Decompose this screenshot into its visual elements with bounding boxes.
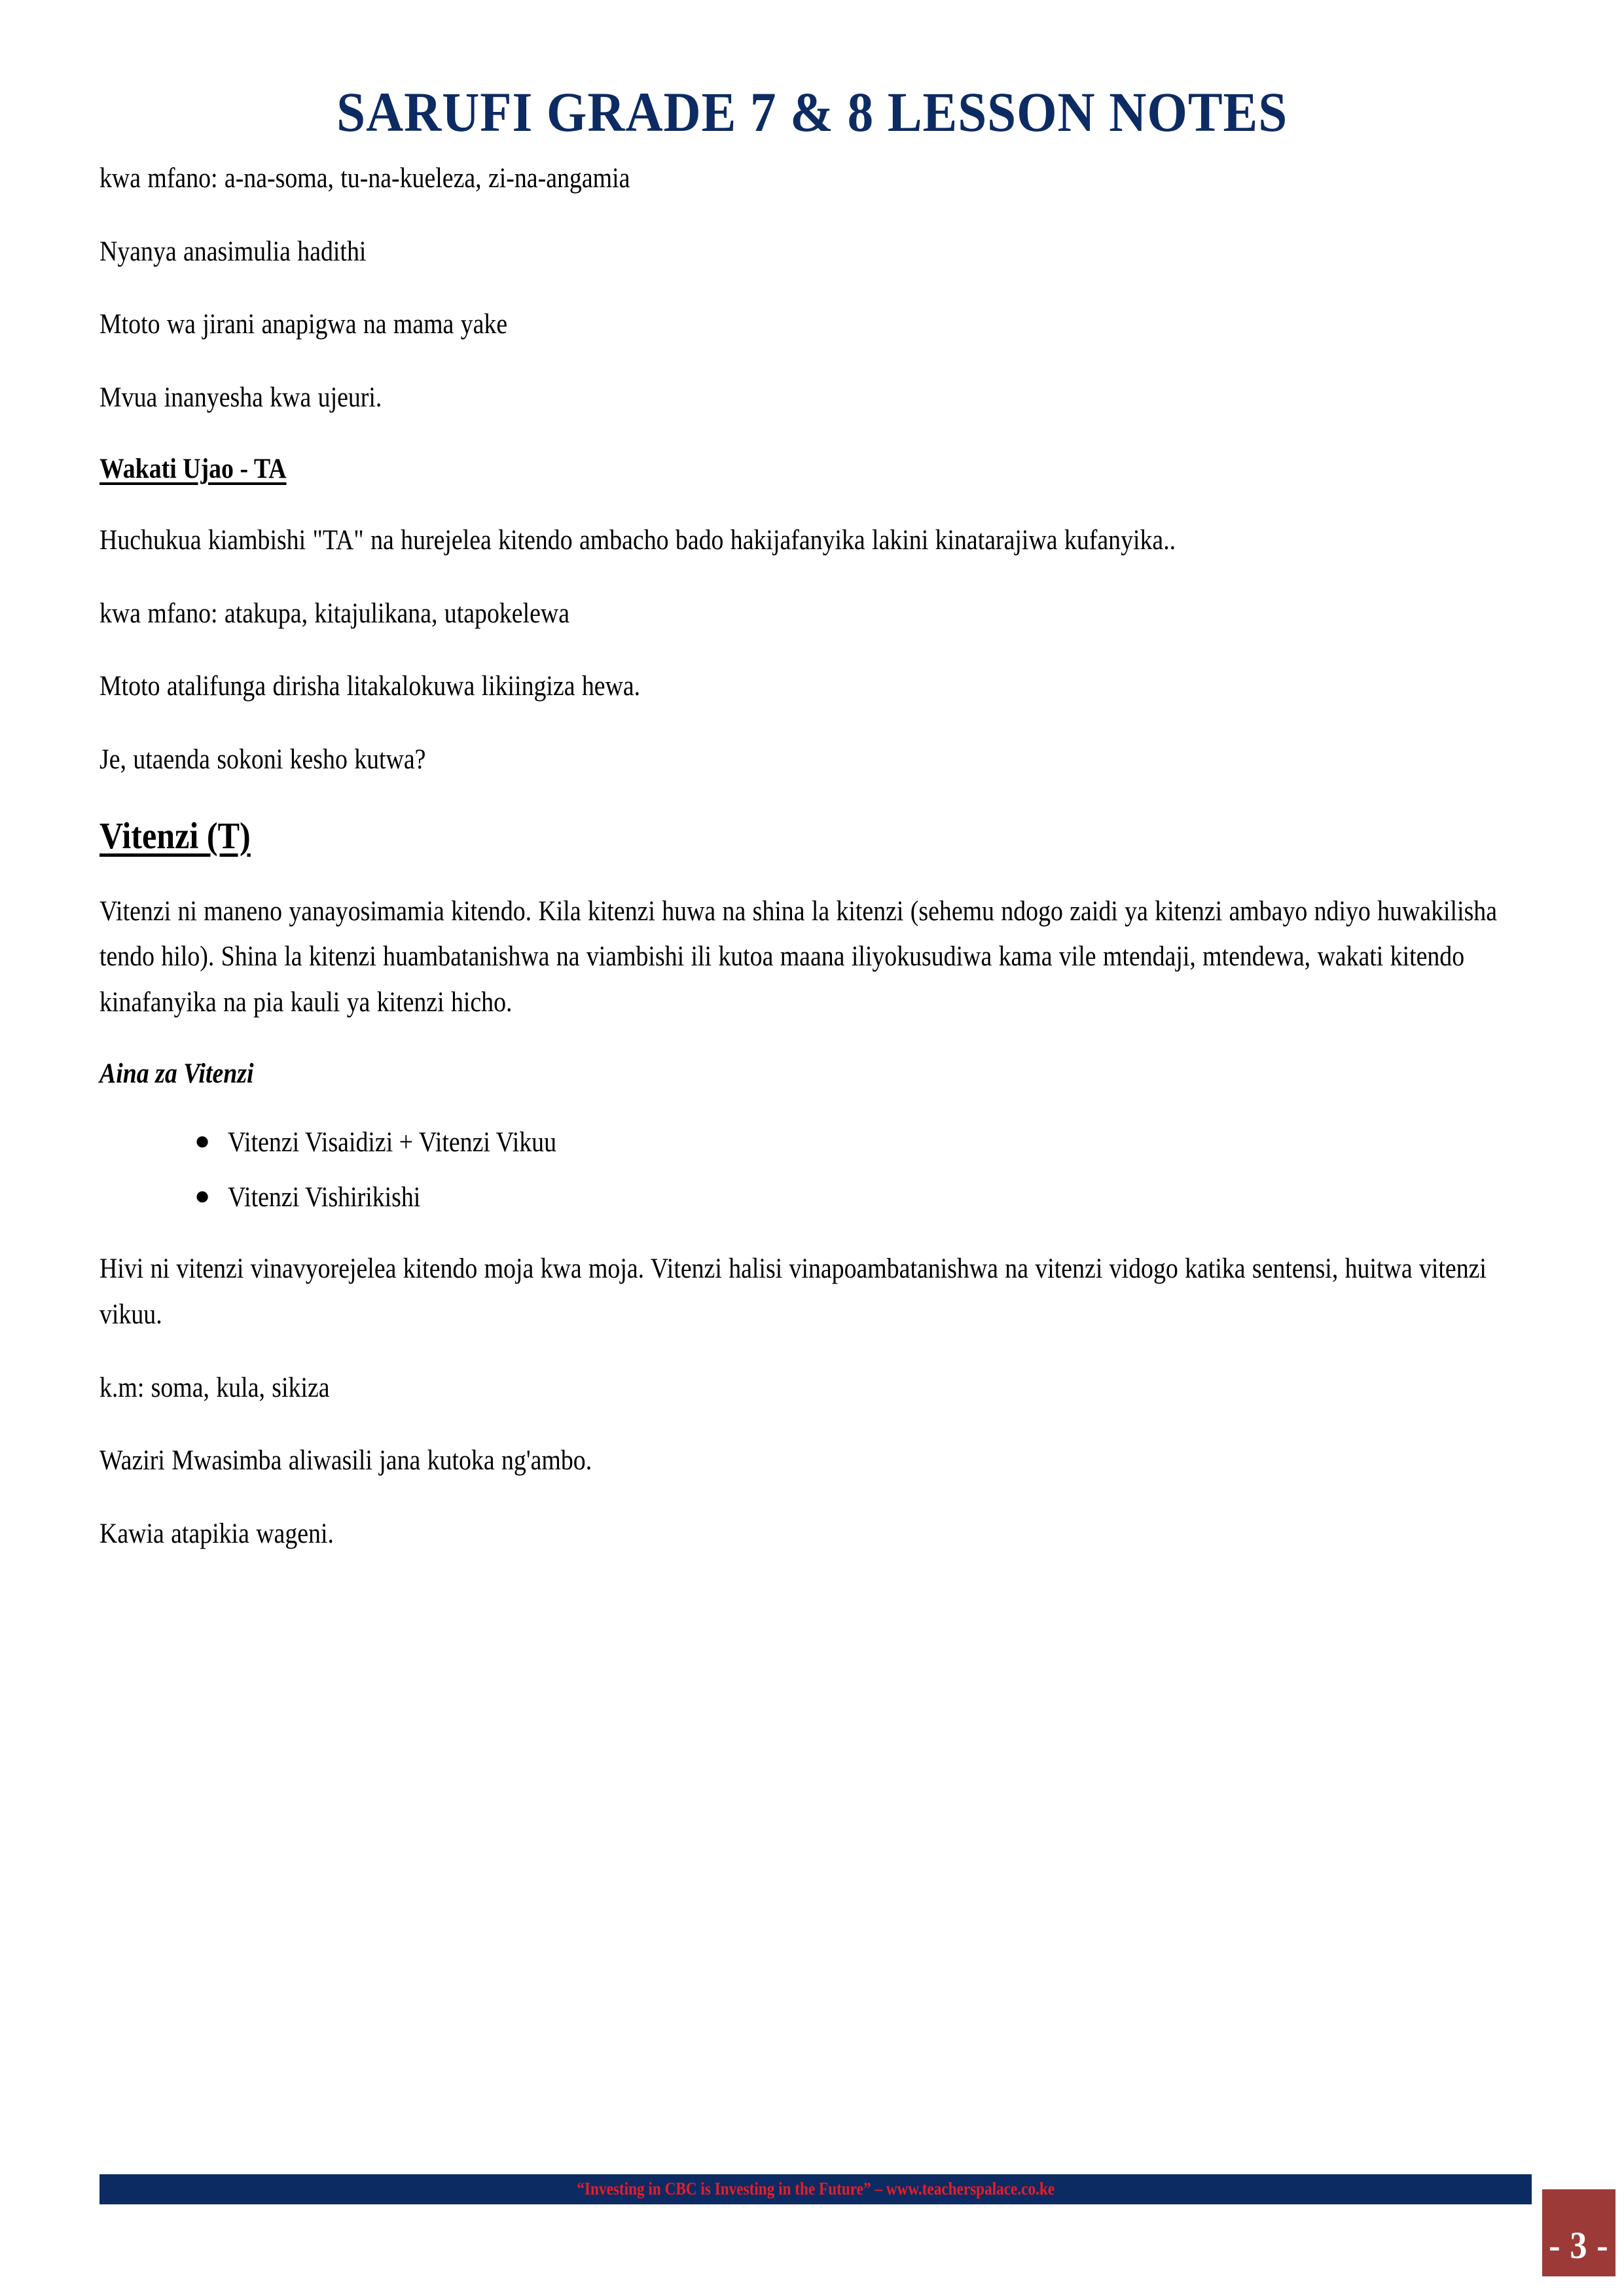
paragraph: kwa mfano: atakupa, kitajulikana, utapokelewa (99, 598, 570, 629)
paragraph: Mvua inanyesha kwa ujeuri. (99, 382, 382, 413)
page-number-label: - 3 - (1549, 2224, 1609, 2267)
paragraph: Mtoto atalifunga dirisha litakalokuwa likiingiza hewa. (99, 671, 641, 702)
list-item (99, 1175, 1533, 1221)
subsection-heading-label: Aina za Vitenzi (99, 1058, 254, 1089)
page-title: SARUFI GRADE 7 & 8 LESSON NOTES (336, 81, 1288, 143)
paragraph: Vitenzi ni maneno yanayosimamia kitendo. Kila kitenzi huwa na shina la kitenzi (sehemu ndogo zaidi ya kitenzi ambayo ndiyo huwakilisha tendo hilo). Shina la kitenzi huambatanishwa na viambishi ili kutoa maana iliyokusudiwa kama vile mtendaji, mtendewa, wakati kitendo kinafanyika na pia kauli ya kitenzi hicho. (99, 895, 1498, 1018)
page-number-badge (1542, 2189, 1615, 2276)
paragraph: k.m: soma, kula, sikiza (99, 1372, 330, 1403)
paragraph: kwa mfano: a-na-soma, tu-na-kueleza, zi-na-angamia (99, 163, 630, 194)
list-item-label: Vitenzi Visaidizi + Vitenzi Vikuu (228, 1127, 557, 1158)
paragraph: Je, utaenda sokoni kesho kutwa? (99, 744, 426, 776)
paragraph: Hivi ni vitenzi vinavyorejelea kitendo moja kwa moja. Vitenzi halisi vinapoambatanishwa na vitenzi vidogo katika sentensi, huitwa vitenzi vikuu. (99, 1253, 1487, 1330)
subsection-heading-aina-za-vitenzi (99, 1053, 1532, 1096)
footer-banner (99, 2174, 1532, 2204)
section-heading-wakati-ujao (99, 448, 1532, 491)
aina-za-vitenzi-list (99, 1120, 1533, 1220)
document-header (0, 81, 1624, 143)
section-heading-vitenzi (99, 810, 1532, 863)
paragraph: Waziri Mwasimba aliwasili jana kutoka ng'ambo. (99, 1445, 592, 1477)
paragraph: Kawia atapikia wageni. (99, 1518, 334, 1549)
footer-tagline: “Investing in CBC is Investing in the Future” – www.teacherspalace.co.ke (577, 2178, 1055, 2198)
list-item-label: Vitenzi Vishirikishi (228, 1181, 421, 1213)
document-body (99, 156, 1533, 1585)
list-item (99, 1120, 1533, 1166)
bullet-icon: ● (194, 1126, 211, 1156)
paragraph: Nyanya anasimulia hadithi (99, 236, 367, 267)
section-heading-label: Vitenzi (T) (99, 815, 251, 857)
paragraph: Huchukua kiambishi "TA" na hurejelea kitendo ambacho bado hakijafanyika lakini kinatarajiwa kufanyika.. (99, 525, 1176, 556)
paragraph: Mtoto wa jirani anapigwa na mama yake (99, 309, 508, 340)
section-heading-label: Wakati Ujao - TA (99, 453, 287, 484)
bullet-icon: ● (194, 1180, 211, 1210)
